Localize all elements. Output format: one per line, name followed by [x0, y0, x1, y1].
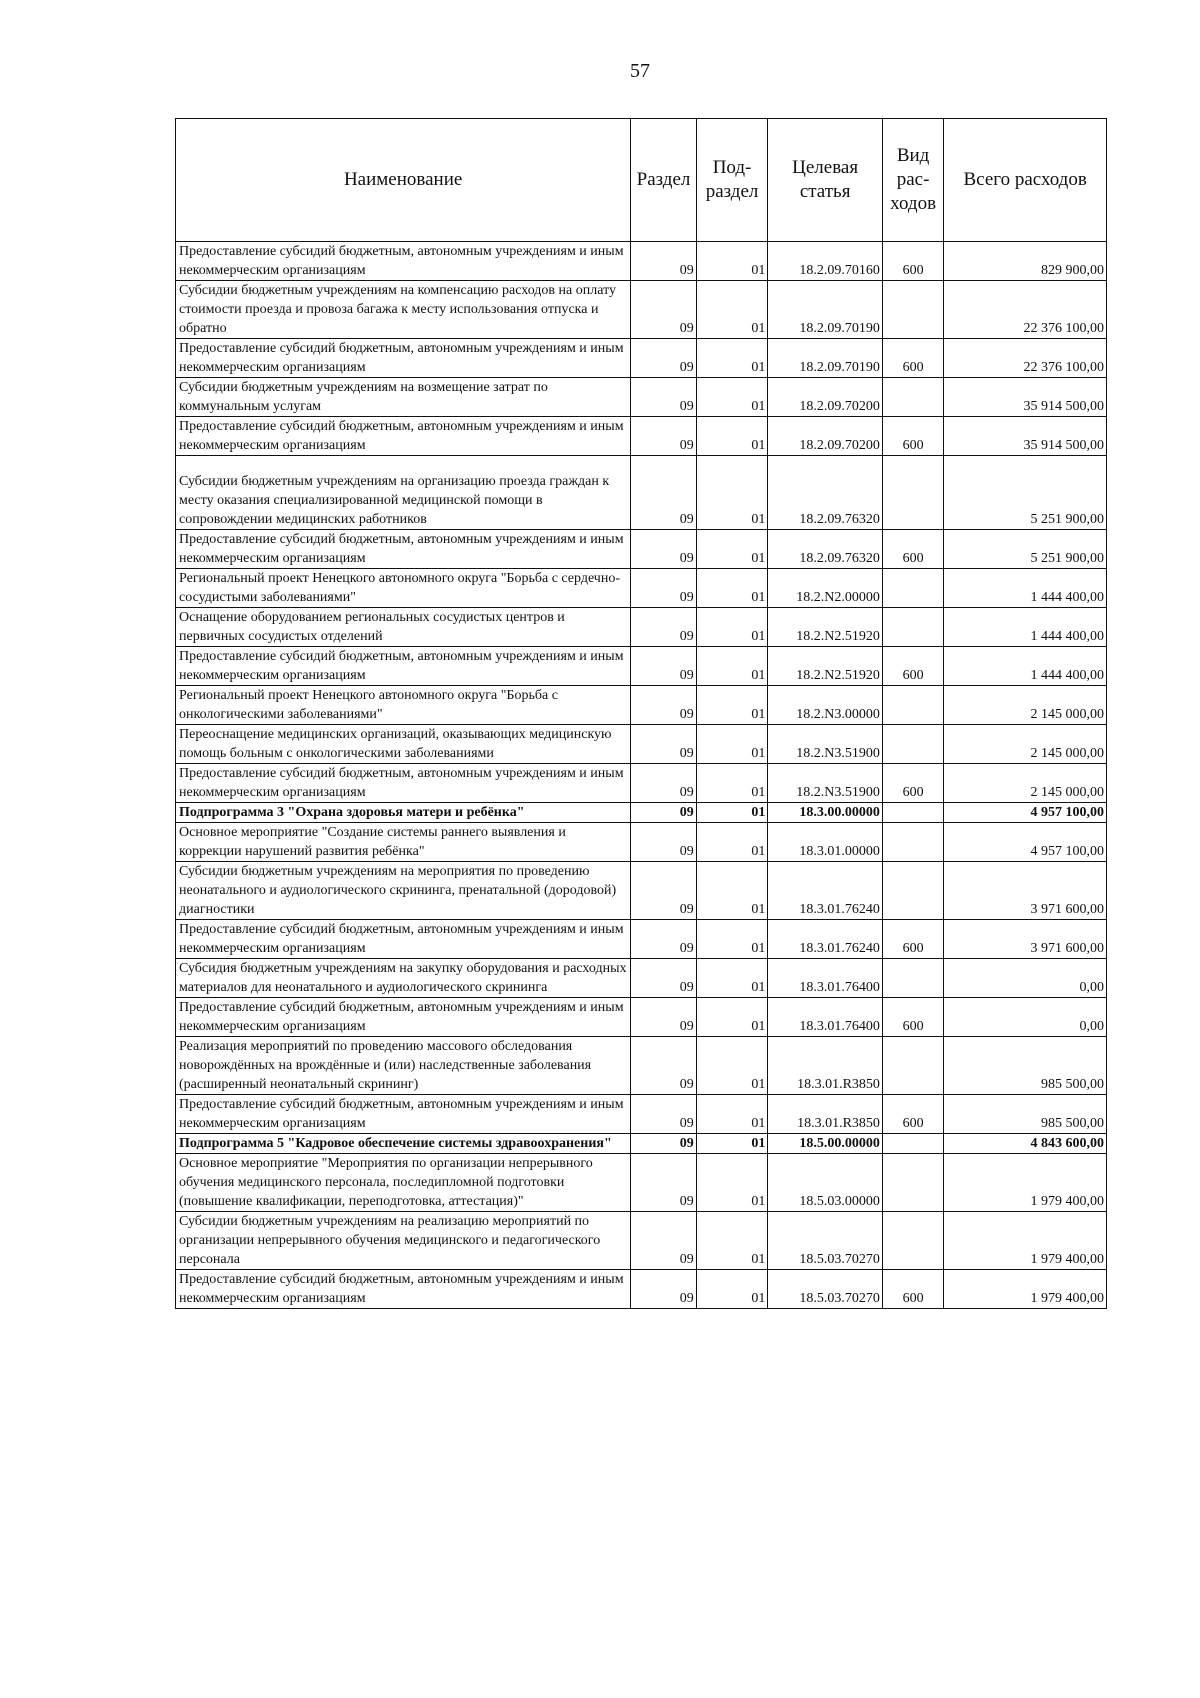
page-number: 57: [630, 60, 650, 82]
row-kind: 600: [882, 339, 943, 378]
row-kind: [882, 823, 943, 862]
row-subsection: 01: [696, 608, 768, 647]
row-subsection: 01: [696, 378, 768, 417]
row-section: 09: [631, 281, 696, 339]
row-kind: [882, 608, 943, 647]
table-row: [176, 378, 1107, 417]
row-kind: [882, 959, 943, 998]
row-article: 18.2.09.70200: [768, 378, 883, 417]
table-row: [176, 803, 1107, 823]
row-name: Переоснащение медицинских организаций, оказывающих медицинскую помощь больным с онкологическими заболеваниями: [176, 725, 631, 764]
row-section: 09: [631, 456, 696, 530]
row-kind: [882, 1154, 943, 1212]
row-name: Предоставление субсидий бюджетным, автономным учреждениям и иным некоммерческим организациям: [176, 998, 631, 1037]
row-article: 18.3.01.00000: [768, 823, 883, 862]
row-article: 18.2.09.70200: [768, 417, 883, 456]
row-name: Предоставление субсидий бюджетным, автономным учреждениям и иным некоммерческим организациям: [176, 242, 631, 281]
row-name: Предоставление субсидий бюджетным, автономным учреждениям и иным некоммерческим организациям: [176, 417, 631, 456]
row-total: 2 145 000,00: [944, 686, 1107, 725]
row-total: 22 376 100,00: [944, 339, 1107, 378]
row-kind: [882, 1037, 943, 1095]
row-article: 18.2.09.70190: [768, 281, 883, 339]
row-article: 18.3.01.76240: [768, 862, 883, 920]
row-total: 35 914 500,00: [944, 378, 1107, 417]
row-article: 18.2.N2.00000: [768, 569, 883, 608]
row-article: 18.2.N2.51920: [768, 647, 883, 686]
row-section: 09: [631, 1270, 696, 1309]
table-row: [176, 920, 1107, 959]
row-total: 1 444 400,00: [944, 569, 1107, 608]
row-total: 1 979 400,00: [944, 1154, 1107, 1212]
row-name: Субсидии бюджетным учреждениям на мероприятия по проведению неонатального и аудиологического скрининга, пренатальной (дородовой) диагностики: [176, 862, 631, 920]
row-section: 09: [631, 862, 696, 920]
row-section: 09: [631, 920, 696, 959]
row-section: 09: [631, 647, 696, 686]
table-row: [176, 1154, 1107, 1212]
row-subsection: 01: [696, 998, 768, 1037]
row-subsection: 01: [696, 530, 768, 569]
budget-table: [175, 118, 1107, 1309]
row-subsection: 01: [696, 339, 768, 378]
row-subsection: 01: [696, 1212, 768, 1270]
row-kind: 600: [882, 998, 943, 1037]
row-section: 09: [631, 823, 696, 862]
row-section: 09: [631, 339, 696, 378]
row-subsection: 01: [696, 1095, 768, 1134]
table-row: [176, 764, 1107, 803]
row-total: 4 957 100,00: [944, 803, 1107, 823]
row-name: Предоставление субсидий бюджетным, автономным учреждениям и иным некоммерческим организациям: [176, 920, 631, 959]
row-name: Субсидия бюджетным учреждениям на закупку оборудования и расходных материалов для неонатального и аудиологического скрининга: [176, 959, 631, 998]
row-article: 18.3.01.R3850: [768, 1037, 883, 1095]
table-row: [176, 339, 1107, 378]
row-total: 2 145 000,00: [944, 764, 1107, 803]
row-kind: [882, 1212, 943, 1270]
row-section: 09: [631, 1134, 696, 1154]
row-article: 18.2.09.70190: [768, 339, 883, 378]
row-kind: [882, 378, 943, 417]
row-name: Предоставление субсидий бюджетным, автономным учреждениям и иным некоммерческим организациям: [176, 1270, 631, 1309]
header-total: Всего расходов: [944, 119, 1107, 242]
row-name: Субсидии бюджетным учреждениям на возмещение затрат по коммунальным услугам: [176, 378, 631, 417]
row-article: 18.2.N3.00000: [768, 686, 883, 725]
row-section: 09: [631, 530, 696, 569]
row-total: 1 979 400,00: [944, 1270, 1107, 1309]
row-name: Субсидии бюджетным учреждениям на реализацию мероприятий по организации непрерывного обучения медицинского и педагогического персонала: [176, 1212, 631, 1270]
row-subsection: 01: [696, 959, 768, 998]
row-article: 18.3.01.76400: [768, 998, 883, 1037]
row-total: 5 251 900,00: [944, 456, 1107, 530]
row-subsection: 01: [696, 920, 768, 959]
row-article: 18.5.03.70270: [768, 1270, 883, 1309]
row-total: 3 971 600,00: [944, 862, 1107, 920]
row-kind: 600: [882, 920, 943, 959]
row-total: 35 914 500,00: [944, 417, 1107, 456]
table-row: [176, 862, 1107, 920]
row-article: 18.3.00.00000: [768, 803, 883, 823]
row-subsection: 01: [696, 686, 768, 725]
row-article: 18.2.N2.51920: [768, 608, 883, 647]
row-name: Подпрограмма 3 "Охрана здоровья матери и ребёнка": [176, 803, 631, 823]
table-row: [176, 725, 1107, 764]
table-row: [176, 647, 1107, 686]
row-article: 18.5.03.00000: [768, 1154, 883, 1212]
table-row: [176, 998, 1107, 1037]
row-name: Реализация мероприятий по проведению массового обследования новорождённых на врождённые и (или) наследственные заболевания (расширенный неонатальный скрининг): [176, 1037, 631, 1095]
row-article: 18.5.03.70270: [768, 1212, 883, 1270]
row-name: Предоставление субсидий бюджетным, автономным учреждениям и иным некоммерческим организациям: [176, 647, 631, 686]
row-subsection: 01: [696, 764, 768, 803]
row-name: Субсидии бюджетным учреждениям на организацию проезда граждан к месту оказания специализированной медицинской помощи в сопровождении медицинских работников: [176, 456, 631, 530]
row-subsection: 01: [696, 1134, 768, 1154]
row-total: 0,00: [944, 959, 1107, 998]
row-total: 2 145 000,00: [944, 725, 1107, 764]
row-kind: 600: [882, 530, 943, 569]
row-name: Основное мероприятие "Создание системы раннего выявления и коррекции нарушений развития ребёнка": [176, 823, 631, 862]
row-total: 22 376 100,00: [944, 281, 1107, 339]
row-kind: [882, 862, 943, 920]
row-article: 18.2.09.76320: [768, 530, 883, 569]
row-name: Предоставление субсидий бюджетным, автономным учреждениям и иным некоммерческим организациям: [176, 530, 631, 569]
table-row: [176, 1037, 1107, 1095]
row-name: Региональный проект Ненецкого автономного округа "Борьба с онкологическими заболеваниями": [176, 686, 631, 725]
row-name: Предоставление субсидий бюджетным, автономным учреждениям и иным некоммерческим организациям: [176, 1095, 631, 1134]
table-row: [176, 1270, 1107, 1309]
row-subsection: 01: [696, 725, 768, 764]
table-row: [176, 417, 1107, 456]
header-section: Раздел: [631, 119, 696, 242]
header-kind: Вид рас-ходов: [882, 119, 943, 242]
row-article: 18.2.09.76320: [768, 456, 883, 530]
row-section: 09: [631, 1037, 696, 1095]
row-total: 4 957 100,00: [944, 823, 1107, 862]
table-row: [176, 1212, 1107, 1270]
row-total: 1 444 400,00: [944, 608, 1107, 647]
row-section: 09: [631, 242, 696, 281]
row-name: Предоставление субсидий бюджетным, автономным учреждениям и иным некоммерческим организациям: [176, 764, 631, 803]
row-article: 18.3.01.76400: [768, 959, 883, 998]
row-total: 4 843 600,00: [944, 1134, 1107, 1154]
row-kind: [882, 281, 943, 339]
row-kind: 600: [882, 242, 943, 281]
row-section: 09: [631, 998, 696, 1037]
row-subsection: 01: [696, 569, 768, 608]
row-name: Субсидии бюджетным учреждениям на компенсацию расходов на оплату стоимости проезда и провоза багажа к месту использования отпуска и обратно: [176, 281, 631, 339]
table-row: [176, 242, 1107, 281]
row-total: 829 900,00: [944, 242, 1107, 281]
table-row: [176, 1134, 1107, 1154]
row-name: Оснащение оборудованием региональных сосудистых центров и первичных сосудистых отделений: [176, 608, 631, 647]
row-name: Основное мероприятие "Мероприятия по организации непрерывного обучения медицинского персонала, последипломной подготовки (повышение квалификации, переподготовка, аттестация)": [176, 1154, 631, 1212]
row-section: 09: [631, 1212, 696, 1270]
row-total: 1 444 400,00: [944, 647, 1107, 686]
row-kind: [882, 725, 943, 764]
row-article: 18.5.00.00000: [768, 1134, 883, 1154]
row-kind: [882, 803, 943, 823]
row-kind: [882, 1134, 943, 1154]
row-kind: [882, 569, 943, 608]
table-row: [176, 1095, 1107, 1134]
row-kind: [882, 456, 943, 530]
row-kind: 600: [882, 1095, 943, 1134]
table-row: [176, 281, 1107, 339]
header-subsection: Под-раздел: [696, 119, 768, 242]
header-article: Целевая статья: [768, 119, 883, 242]
header-row: [176, 119, 1107, 242]
row-subsection: 01: [696, 1270, 768, 1309]
row-total: 1 979 400,00: [944, 1212, 1107, 1270]
row-article: 18.3.01.76240: [768, 920, 883, 959]
row-article: 18.2.N3.51900: [768, 725, 883, 764]
row-section: 09: [631, 417, 696, 456]
row-kind: [882, 686, 943, 725]
row-section: 09: [631, 1154, 696, 1212]
row-subsection: 01: [696, 862, 768, 920]
row-article: 18.3.01.R3850: [768, 1095, 883, 1134]
row-name: Подпрограмма 5 "Кадровое обеспечение системы здравоохранения": [176, 1134, 631, 1154]
row-section: 09: [631, 959, 696, 998]
row-section: 09: [631, 1095, 696, 1134]
row-total: 985 500,00: [944, 1037, 1107, 1095]
row-kind: 600: [882, 764, 943, 803]
row-subsection: 01: [696, 803, 768, 823]
row-subsection: 01: [696, 281, 768, 339]
row-subsection: 01: [696, 242, 768, 281]
row-name: Региональный проект Ненецкого автономного округа "Борьба с сердечно-сосудистыми заболеваниями": [176, 569, 631, 608]
row-total: 0,00: [944, 998, 1107, 1037]
row-total: 3 971 600,00: [944, 920, 1107, 959]
row-subsection: 01: [696, 1037, 768, 1095]
header-name: Наименование: [176, 119, 631, 242]
row-subsection: 01: [696, 647, 768, 686]
table-row: [176, 608, 1107, 647]
row-section: 09: [631, 378, 696, 417]
table-row: [176, 569, 1107, 608]
row-section: 09: [631, 608, 696, 647]
row-subsection: 01: [696, 456, 768, 530]
row-section: 09: [631, 686, 696, 725]
row-article: 18.2.09.70160: [768, 242, 883, 281]
row-kind: 600: [882, 647, 943, 686]
row-kind: 600: [882, 417, 943, 456]
row-name: Предоставление субсидий бюджетным, автономным учреждениям и иным некоммерческим организациям: [176, 339, 631, 378]
table-row: [176, 823, 1107, 862]
table-row: [176, 686, 1107, 725]
table-row: [176, 530, 1107, 569]
row-section: 09: [631, 803, 696, 823]
row-subsection: 01: [696, 1154, 768, 1212]
table-row: [176, 456, 1107, 530]
row-article: 18.2.N3.51900: [768, 764, 883, 803]
row-section: 09: [631, 569, 696, 608]
row-subsection: 01: [696, 417, 768, 456]
table-row: [176, 959, 1107, 998]
row-total: 985 500,00: [944, 1095, 1107, 1134]
row-section: 09: [631, 725, 696, 764]
row-total: 5 251 900,00: [944, 530, 1107, 569]
row-subsection: 01: [696, 823, 768, 862]
row-kind: 600: [882, 1270, 943, 1309]
row-section: 09: [631, 764, 696, 803]
